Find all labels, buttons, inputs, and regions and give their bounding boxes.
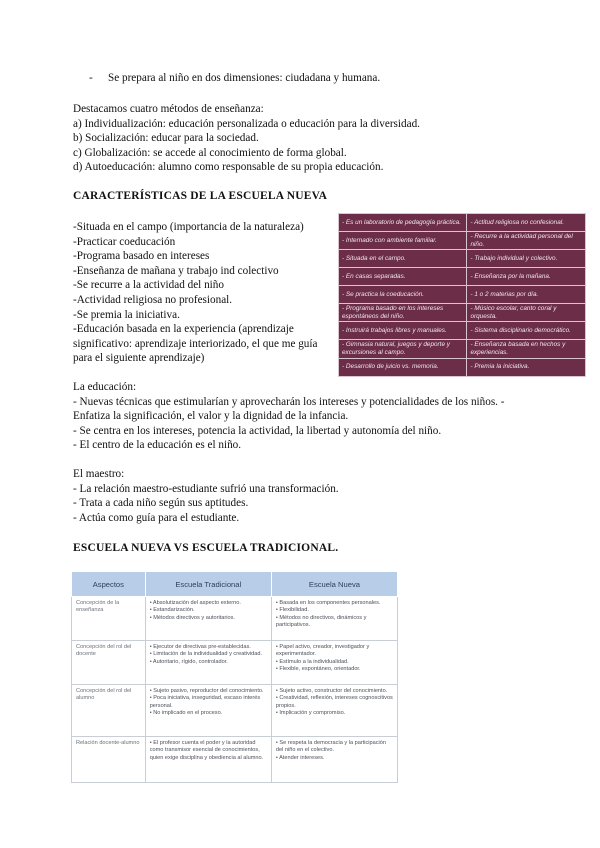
table-row <box>339 268 586 286</box>
table-row <box>72 685 398 737</box>
caracteristica-item: -Practicar coeducación <box>73 235 176 248</box>
caracteristica-item: -Se recurre a la actividad del niño <box>73 279 224 292</box>
maestro-block <box>73 467 339 525</box>
list-item: • Creatividad, reflexión, intereses cognoscitivos propios. <box>276 695 393 710</box>
table-cell: - Se practica la coeducación. <box>339 286 467 304</box>
table-cell: - Músico escolar, canto coral y orquesta. <box>467 304 586 322</box>
list-item: • Absolutización del aspecto externo. <box>150 600 267 607</box>
list-item: • No implicado en el proceso. <box>150 710 267 717</box>
educacion-item: - Se centra en los intereses, potencia la actividad, la libertad y autonomía del niño. <box>73 424 442 437</box>
caracteristicas-list <box>73 220 317 366</box>
caracteristica-item: para el siguiente aprendizaje) <box>73 352 205 365</box>
list-item: • Sujeto activo, constructor del conocimiento. <box>276 688 393 695</box>
nueva-cell <box>271 737 397 783</box>
list-item: • El profesor cuenta el poder y la autoridad como transmisor esencial de conocimientos, quien exige disciplina y obediencia al alumno. <box>150 740 267 762</box>
table-row <box>339 304 586 322</box>
list-item: • Sujeto pasivo, reproductor del conocimiento. <box>150 688 267 695</box>
educacion-item: - Nuevas técnicas que estimularían y aprovecharán los intereses y potencialidades de los niños. - <box>73 395 505 408</box>
table-row <box>339 250 586 268</box>
table-cell: - 1 o 2 materias por día. <box>467 286 586 304</box>
caracteristica-item: -Educación basada en la experiencia (aprendizaje <box>73 323 294 336</box>
table-row <box>72 597 398 641</box>
list-item: • Flexibilidad. <box>276 607 393 614</box>
metodos-intro: Destacamos cuatro métodos de enseñanza: <box>73 103 264 115</box>
caracteristica-item: -Programa basado en intereses <box>73 250 210 263</box>
intro-bullet-marker: - <box>89 72 93 84</box>
table-cell: - Enseñanza basada en hechos y experiencias. <box>467 340 586 358</box>
list-item: • Limitación de la individualidad y creatividad. <box>150 651 267 658</box>
table-cell: - Situada en el campo. <box>339 250 467 268</box>
tradicional-cell <box>145 597 271 641</box>
tradicional-cell <box>145 737 271 783</box>
maestro-item: - Actúa como guía para el estudiante. <box>73 511 240 524</box>
list-item: • Flexible, espontáneo, orientador. <box>276 666 393 673</box>
nueva-cell <box>271 641 397 685</box>
metodo-c: c) Globalización: se accede al conocimiento de forma global. <box>73 146 347 159</box>
table-row <box>72 641 398 685</box>
table-cell: - Recurre a la actividad personal del niño. <box>467 232 586 250</box>
table-row <box>339 358 586 376</box>
header-aspectos: Aspectos <box>72 572 146 597</box>
tradicional-cell <box>145 641 271 685</box>
caracteristicas-heading: CARACTERÍSTICAS DE LA ESCUELA NUEVA <box>73 190 328 202</box>
educacion-block <box>73 380 505 453</box>
list-item: • Métodos no directivos, dinámicos y participativos. <box>276 615 393 630</box>
table-cell: - Trabajo individual y colectivo. <box>467 250 586 268</box>
table-row <box>339 340 586 358</box>
aspect-cell: Concepción del rol del docente <box>72 641 146 685</box>
aspect-cell: Relación docente-alumno <box>72 737 146 783</box>
list-item: • Implicación y compromiso. <box>276 710 393 717</box>
metodos-block <box>73 102 420 175</box>
table-cell: - En casas separadas. <box>339 268 467 286</box>
escuela-nueva-features-table <box>338 213 586 377</box>
educacion-heading: La educación: <box>73 381 137 393</box>
list-item: • Estandarización. <box>150 607 267 614</box>
caracteristica-item: -Situada en el campo (importancia de la naturaleza) <box>73 221 304 233</box>
table-cell: - Sistema disciplinario democrático. <box>467 322 586 340</box>
metodo-a: a) Individualización: educación personalizada o educación para la diversidad. <box>73 117 420 130</box>
header-nueva: Escuela Nueva <box>271 572 397 597</box>
caracteristica-item: -Actividad religiosa no profesional. <box>73 293 233 306</box>
caracteristica-item: -Se premia la iniciativa. <box>73 308 180 321</box>
tradicional-cell <box>145 685 271 737</box>
list-item: • Poca iniciativa, inseguridad, escaso interés personal. <box>150 695 267 710</box>
list-item: • Ejecutor de directivas pre-establecidas. <box>150 644 267 651</box>
caracteristica-item: significativo: aprendizaje interiorizado, el que me guía <box>73 337 318 350</box>
list-item: • Métodos directivos y autoritarios. <box>150 615 267 622</box>
list-item: • Basada en los componentes personales. <box>276 600 393 607</box>
educacion-item: - El centro de la educación es el niño. <box>73 439 242 452</box>
intro-bullet-text: Se prepara al niño en dos dimensiones: ciudadana y humana. <box>108 72 381 84</box>
table-row <box>339 214 586 232</box>
table-cell: - Es un laboratorio de pedagogía práctica. <box>339 214 467 232</box>
table-cell: - Gimnasia natural, juegos y deporte y excursiones al campo. <box>339 340 467 358</box>
list-item: • Atender intereses. <box>276 755 393 762</box>
list-item: • Estímulo a la individualidad. <box>276 659 393 666</box>
table-row <box>72 737 398 783</box>
educacion-item: Enfatiza la significación, el valor y la dignidad de la infancia. <box>73 410 349 423</box>
comparacion-heading: ESCUELA NUEVA VS ESCUELA TRADICIONAL. <box>73 542 339 554</box>
metodo-d: d) Autoeducación: alumno como responsable de su propia educación. <box>73 161 384 174</box>
header-tradicional: Escuela Tradicional <box>145 572 271 597</box>
table-row <box>339 286 586 304</box>
comparison-table <box>71 571 398 783</box>
table-header-row <box>72 572 398 597</box>
aspect-cell: Concepción del rol del alumno <box>72 685 146 737</box>
table-cell: - Programa basado en los intereses espontáneos del niño. <box>339 304 467 322</box>
table-row <box>339 322 586 340</box>
metodo-b: b) Socialización: educar para la sociedad. <box>73 132 259 145</box>
maestro-item: - La relación maestro-estudiante sufrió una transformación. <box>73 482 339 495</box>
table-cell: - Internado con ambiente familiar. <box>339 232 467 250</box>
table-cell: - Enseñanza por la mañana. <box>467 268 586 286</box>
list-item: • Autoritario, rígido, controlador. <box>150 659 267 666</box>
caracteristica-item: -Enseñanza de mañana y trabajo ind colectivo <box>73 264 279 277</box>
maestro-item: - Trata a cada niño según sus aptitudes. <box>73 497 249 510</box>
aspect-cell: Concepción de la enseñanza <box>72 597 146 641</box>
table-cell: - Instruirá trabajos libres y manuales. <box>339 322 467 340</box>
table-cell: - Actitud religiosa no confesional. <box>467 214 586 232</box>
table-row <box>339 232 586 250</box>
nueva-cell <box>271 685 397 737</box>
maestro-heading: El maestro: <box>73 468 125 480</box>
list-item: • Se respeta la democracia y la participación del niño en el colectivo. <box>276 740 393 755</box>
nueva-cell <box>271 597 397 641</box>
table-cell: - Desarrollo de juicio vs. memoria. <box>339 358 467 376</box>
list-item: • Papel activo, creador, investigador y experimentador. <box>276 644 393 659</box>
table-cell: - Premia la iniciativa. <box>467 358 586 376</box>
